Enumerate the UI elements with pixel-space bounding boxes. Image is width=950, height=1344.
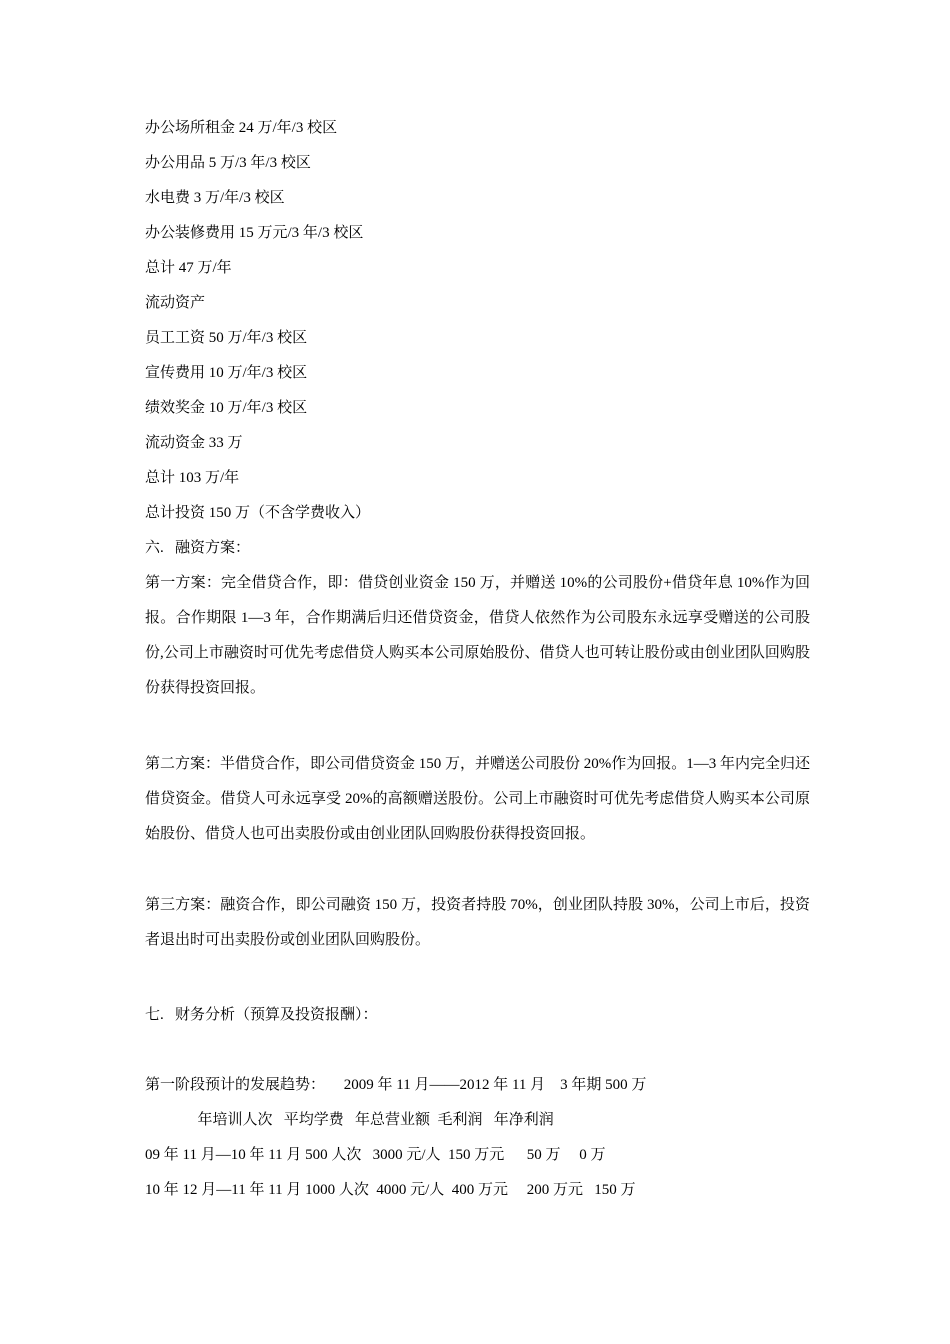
budget-item-renovation: 办公装修费用 15 万元/3 年/3 校区 [145, 225, 364, 241]
financing-plan-1: 第一方案：完全借贷合作，即：借贷创业资金 150 万，并赠送 10%的公司股份+借贷年息 10%作为回报。合作期限 1—3 年，合作期满后归还借贷资金，借贷人依然作为公司股东永远享受赠送的公司股份,公司上市融资时可优先考虑借贷人购买本公司原始股份、借贷人也可转让股份或由创业团队回购股份获得投资回报。 [145, 575, 810, 696]
stage-one-trend: 第一阶段预计的发展趋势： 2009 年 11 月——2012 年 11 月 3 年期 500 万 [145, 1077, 647, 1093]
budget-item-office-supplies: 办公用品 5 万/3 年/3 校区 [145, 155, 311, 171]
financing-plan-3: 第三方案：融资合作，即公司融资 150 万，投资者持股 70%，创业团队持股 30%，公司上市后，投资者退出时可出卖股份或创业团队回购股份。 [145, 897, 810, 948]
budget-item-publicity: 宣传费用 10 万/年/3 校区 [145, 365, 308, 381]
current-assets-heading: 流动资产 [145, 295, 206, 311]
section-6-heading: 六. 融资方案： [145, 540, 251, 556]
budget-current-total: 总计 103 万/年 [145, 470, 240, 486]
financing-plan-2: 第二方案：半借贷合作，即公司借贷资金 150 万，并赠送公司股份 20%作为回报。1—3 年内完全归还借贷资金。借贷人可永远享受 20%的高额赠送股份。公司上市融资时可优先考虑借贷人购买本公司原始股份、借贷人也可出卖股份或由创业团队回购股份获得投资回报。 [145, 756, 810, 842]
budget-item-working-capital: 流动资金 33 万 [145, 435, 243, 451]
projection-table-row: 10 年 12 月—11 年 11 月 1000 人次 4000 元/人 400 万元 200 万元 150 万 [145, 1182, 636, 1198]
budget-item-salary: 员工工资 50 万/年/3 校区 [145, 330, 308, 346]
budget-item-rent: 办公场所租金 24 万/年/3 校区 [145, 120, 338, 136]
projection-table-row: 09 年 11 月—10 年 11 月 500 人次 3000 元/人 150 万元 50 万 0 万 [145, 1147, 606, 1163]
budget-total-investment: 总计投资 150 万（不含学费收入） [145, 505, 371, 521]
budget-item-utilities: 水电费 3 万/年/3 校区 [145, 190, 285, 206]
budget-fixed-total: 总计 47 万/年 [145, 260, 232, 276]
budget-item-bonus: 绩效奖金 10 万/年/3 校区 [145, 400, 308, 416]
section-7-heading: 七. 财务分析（预算及投资报酬）： [145, 1007, 378, 1023]
projection-table-header: 年培训人次 平均学费 年总营业额 毛利润 年净利润 [145, 1112, 554, 1128]
